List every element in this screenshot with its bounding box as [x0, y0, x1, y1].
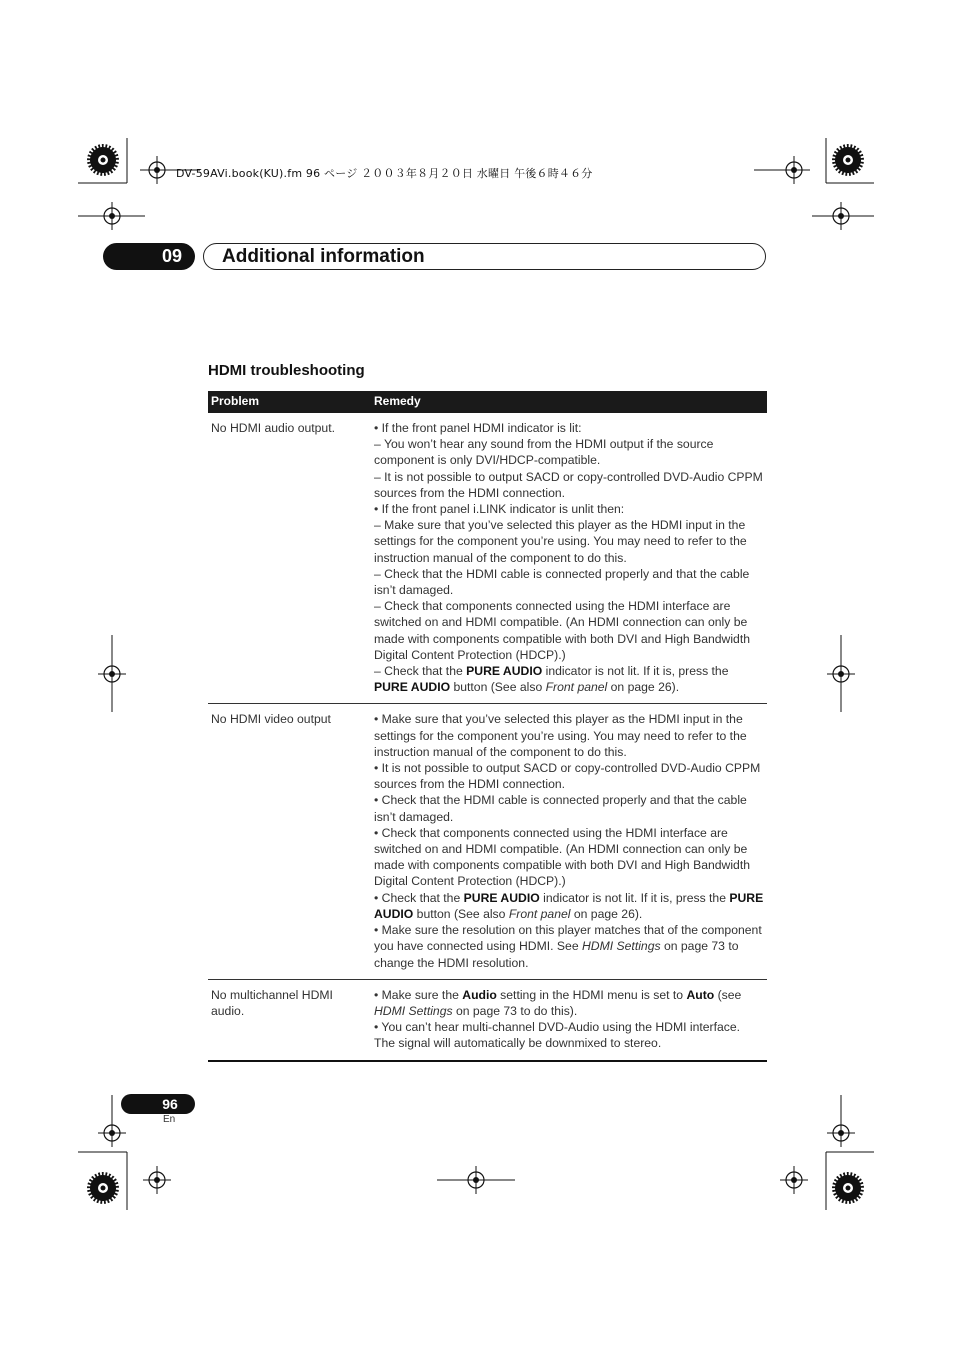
table-row: [208, 704, 767, 979]
text-fragment: on page 73 to change the HDMI resolution.: [374, 939, 739, 970]
remedy-cell: [369, 413, 767, 704]
table-row: [208, 979, 767, 1060]
chapter-title-bar: [203, 243, 766, 270]
text-fragment: • Check that the: [374, 890, 464, 905]
text-fragment: indicator is not lit. If it is, press the: [539, 890, 730, 905]
problem-cell: No HDMI audio output.: [208, 413, 369, 704]
cross-reference: HDMI Settings: [374, 1003, 453, 1018]
remedy-line: – Check that components connected using the HDMI interface are switched on and HDMI compatible. (An HDMI connection can only be made with components compatible with both DVI and High Bandwidth Digital Content Protection (HDCP).): [374, 599, 750, 662]
table-header-row: [208, 391, 767, 413]
text-fragment: indicator is not lit. If it is, press the: [542, 664, 729, 679]
page-number-badge: 96: [121, 1094, 195, 1114]
text-fragment: on page 73 to do this).: [452, 1003, 578, 1018]
remedy-line: • Check that the HDMI cable is connected properly and that the cable isn’t damaged.: [374, 793, 747, 824]
auto-term: Auto: [686, 987, 715, 1002]
cross-reference: Front panel: [545, 680, 608, 695]
chapter-number-badge: 09: [103, 243, 195, 270]
cross-reference: HDMI Settings: [582, 939, 661, 954]
remedy-line: – Check that the HDMI cable is connected properly and that the cable isn’t damaged.: [374, 566, 750, 598]
remedy-line: – Make sure that you’ve selected this player as the HDMI input in the settings for the component you’re using. You may need to refer to the instruction manual of the component to do this.: [374, 518, 747, 565]
text-fragment: • Make sure the resolution on this player matches that of the component you have connected using HDMI. See: [374, 923, 762, 954]
chapter-title: Additional information: [222, 245, 425, 267]
text-fragment: – Check that the: [374, 664, 467, 679]
troubleshooting-table: [208, 391, 767, 1062]
problem-cell: No multichannel HDMI audio.: [208, 979, 369, 1060]
remedy-line: • If the front panel HDMI indicator is lit:: [374, 421, 582, 435]
remedy-line-pure-audio: [374, 890, 764, 922]
text-fragment: on page 26).: [570, 906, 643, 921]
remedy-cell: [369, 704, 767, 979]
column-header-problem: Problem: [208, 391, 369, 413]
text-fragment: setting in the HDMI menu is set to: [496, 987, 687, 1002]
remedy-line-pure-audio: [374, 663, 764, 695]
pure-audio-term: PURE AUDIO: [374, 680, 451, 695]
remedy-line: • If the front panel i.LINK indicator is unlit then:: [374, 502, 625, 517]
column-header-remedy: Remedy: [369, 391, 767, 413]
remedy-line: • You can’t hear multi-channel DVD-Audio using the HDMI interface. The signal will automatically be downmixed to stereo.: [374, 1020, 741, 1051]
text-fragment: button (See also: [450, 680, 546, 695]
pure-audio-term: PURE AUDIO: [466, 664, 543, 679]
table-row: [208, 413, 767, 704]
remedy-line-resolution: [374, 922, 764, 971]
section-title: HDMI troubleshooting: [208, 362, 365, 379]
remedy-line: • Make sure that you’ve selected this player as the HDMI input in the settings for the component you’re using. You may need to refer to the instruction manual of the component to do this.: [374, 712, 747, 759]
problem-cell: No HDMI video output: [208, 704, 369, 979]
audio-term: Audio: [462, 987, 497, 1002]
text-fragment: on page 26).: [607, 680, 680, 695]
text-fragment: • Make sure the: [374, 987, 463, 1002]
page-language: En: [163, 1114, 176, 1125]
remedy-line: – You won’t hear any sound from the HDMI output if the source component is only DVI/HDCP-compatible.: [374, 437, 714, 468]
text-fragment: (see: [714, 987, 742, 1002]
print-header: DV-59AVi.book(KU).fm 96 ページ ２００３年８月２０日 水曜日 午後６時４６分: [176, 167, 593, 180]
cross-reference: Front panel: [508, 906, 571, 921]
remedy-line: – It is not possible to output SACD or copy-controlled DVD-Audio CPPM sources from the HDMI connection.: [374, 469, 763, 500]
pure-audio-term: PURE AUDIO: [374, 890, 764, 921]
remedy-cell: [369, 979, 767, 1060]
remedy-line-audio-setting: [374, 987, 764, 1019]
remedy-line: • Check that components connected using the HDMI interface are switched on and HDMI compatible. (An HDMI connection can only be made with components compatible with both DVI and High Bandwidth Digital Content Protection (HDCP).): [374, 825, 750, 889]
text-fragment: button (See also: [413, 906, 509, 921]
remedy-line: • It is not possible to output SACD or copy-controlled DVD-Audio CPPM sources from the HDMI connection.: [374, 761, 761, 792]
pure-audio-term: PURE AUDIO: [463, 890, 540, 905]
